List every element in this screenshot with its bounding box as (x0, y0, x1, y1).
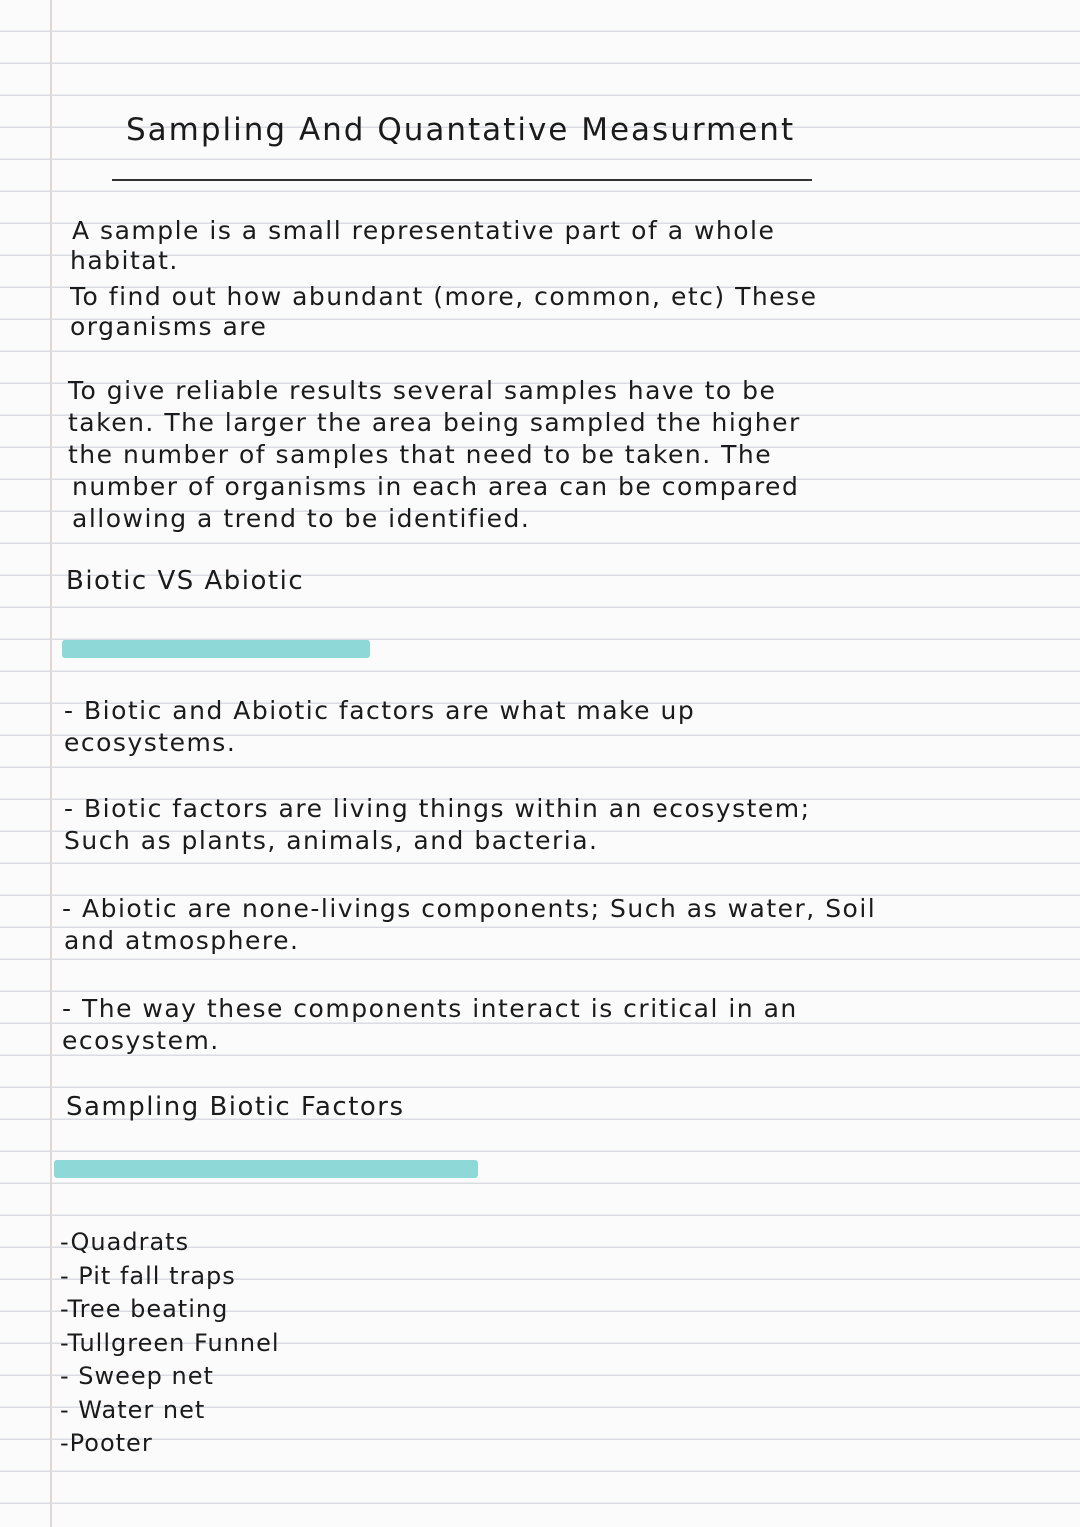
reliable-line-4: number of organisms in each area can be compared (72, 472, 800, 501)
highlight-bar (54, 1160, 478, 1178)
list-item: -Pooter (60, 1429, 153, 1457)
intro-line-3: To find out how abundant (more, common, etc) These (70, 282, 818, 311)
list-item: -Quadrats (60, 1228, 190, 1256)
reliable-line-1: To give reliable results several samples have to be (68, 376, 777, 405)
factors-p2-line-2: Such as plants, animals, and bacteria. (64, 826, 599, 855)
factors-p2-line-1: - Biotic factors are living things within an ecosystem; (64, 794, 811, 823)
list-item: - Pit fall traps (60, 1261, 236, 1290)
list-item: -Tullgreen Funnel (60, 1328, 280, 1357)
factors-p3-line-2: and atmosphere. (64, 926, 300, 955)
factors-p3-line-1: - Abiotic are none-livings components; Such as water, Soil (62, 894, 877, 923)
intro-line-4: organisms are (70, 312, 268, 341)
highlight-bar (62, 640, 370, 658)
intro-line-2: habitat. (70, 246, 179, 275)
heading-biotic-vs-abiotic: Biotic VS Abiotic (66, 566, 305, 596)
intro-line-1: A sample is a small representative part of a whole (72, 216, 776, 245)
factors-p1-line-2: ecosystems. (64, 728, 237, 757)
list-item: -Tree beating (60, 1295, 229, 1323)
reliable-line-2: taken. The larger the area being sampled the higher (68, 408, 801, 437)
factors-p4-line-2: ecosystem. (62, 1026, 220, 1055)
page-title: Sampling And Quantative Measurment (126, 112, 796, 148)
title-underline (112, 179, 812, 181)
factors-p4-line-1: - The way these components interact is critical in an (62, 994, 798, 1023)
reliable-line-5: allowing a trend to be identified. (72, 504, 531, 533)
sampling-methods-list (60, 1226, 280, 1461)
factors-p1-line-1: - Biotic and Abiotic factors are what make up (64, 696, 696, 725)
reliable-line-3: the number of samples that need to be taken. The (68, 440, 773, 469)
list-item: - Water net (60, 1395, 206, 1424)
list-item: - Sweep net (60, 1362, 214, 1390)
heading-sampling-biotic-factors: Sampling Biotic Factors (66, 1092, 405, 1122)
